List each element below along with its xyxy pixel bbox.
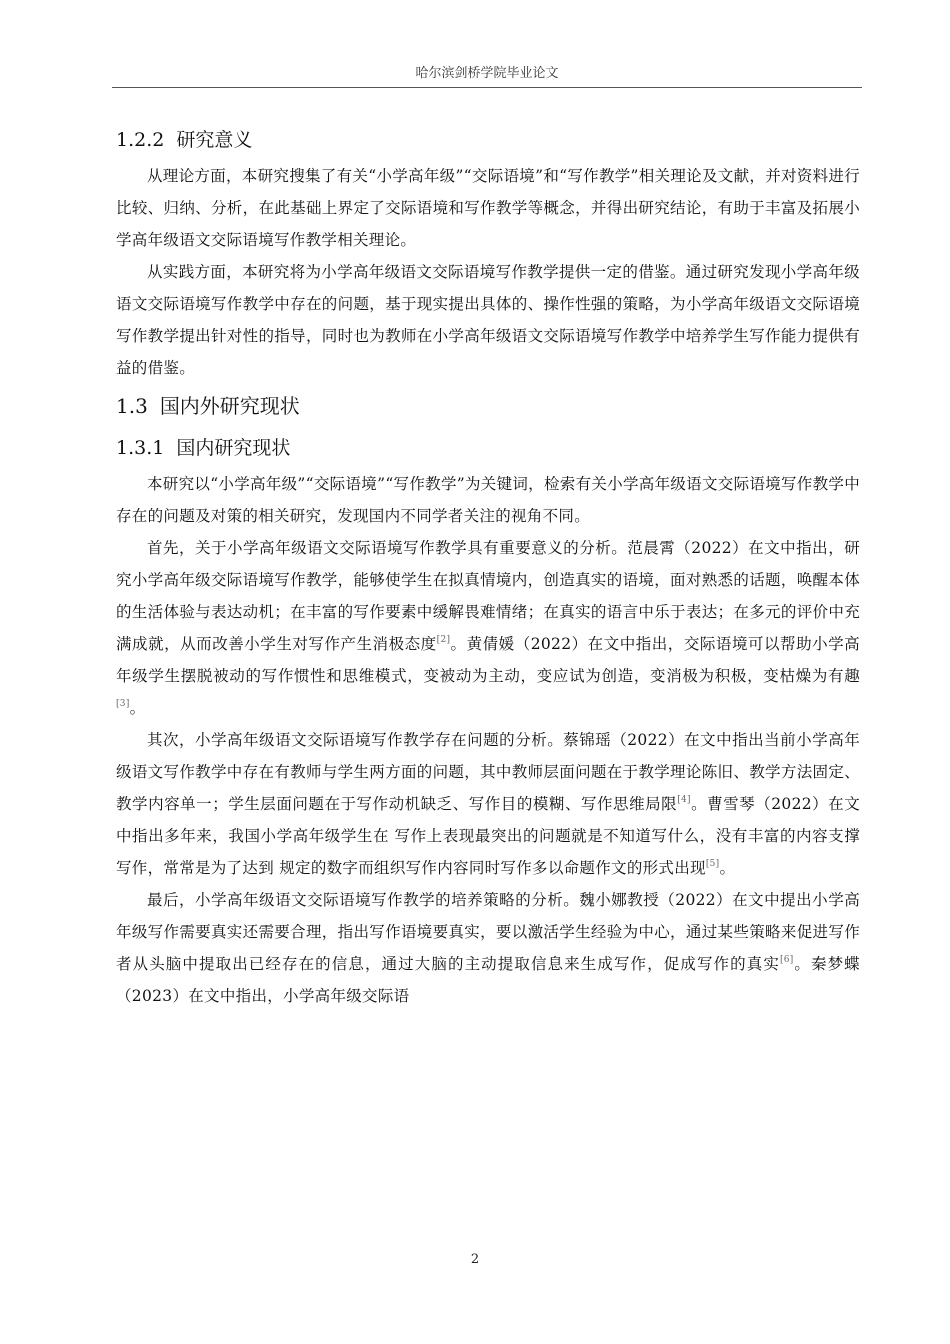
text-run: 。黄倩媛（2022）在文中指出，交际语境可以帮助小学高年级学生摆脱被动的写作惯性和思维模式，变被动为主动，变应试为创造，变消极为积极，变枯燥为有趣 [116,635,860,685]
heading-number: 1.3 [116,394,148,418]
paragraph-significance [116,532,860,724]
paragraph-keywords: 本研究以“小学高年级”“交际语境”“写作教学”为关键词，检索有关小学高年级语文交际语境写作教学中存在的问题及对策的相关研究，发现国内不同学者关注的视角不同。 [116,475,860,525]
page-number: 2 [470,1252,480,1267]
text-run: 。 [719,859,736,877]
heading-title: 研究意义 [176,129,253,151]
paragraph-problems [116,724,860,884]
page-body [116,120,860,1012]
heading-1-2-2 [116,120,860,160]
heading-number: 1.3.1 [116,437,165,459]
paragraph-theory: 从理论方面，本研究搜集了有关“小学高年级”“交际语境”和“写作教学”相关理论及文献，并对资料进行比较、归纳、分析，在此基础上界定了交际语境和写作教学等概念，并得出研究结论，有助于丰富及拓展小学高年级语文交际语境写作教学相关理论。 [116,167,860,249]
citation-3: [3] [116,699,130,709]
heading-1-3-1 [116,428,860,468]
text-run: 。曹雪琴（2022）在文中指出多年来，我国小学高年级学生在 写作上表现最突出的问题就是不知道写什么，没有丰富的内容支撑写作，常常是为了达到 规定的数字而组织写作内容同时写作多以命题作文的形式出现 [116,795,860,877]
heading-1-3 [116,384,860,428]
citation-2: [2] [436,635,451,645]
header-rule [112,87,862,88]
text-run: 。秦梦蝶（2023）在文中指出，小学高年级交际语 [116,955,860,1005]
text-run: 。 [129,699,146,717]
text-run: 其次，小学高年级语文交际语境写作教学存在问题的分析。蔡锦瑶（2022）在文中指出当前小学高年级语文写作教学中存在有教师与学生两方面的问题，其中教师层面问题在于教学理论陈旧、教学方法固定、教学内容单一；学生层面问题在于写作动机缺乏、写作目的模糊、写作思维局限 [116,731,860,813]
text-run: 首先，关于小学高年级语文交际语境写作教学具有重要意义的分析。范晨霄（2022）在文中指出，研究小学高年级交际语境写作教学，能够使学生在拟真情境内，创造真实的语境，面对熟悉的话题，唤醒本体的生活体验与表达动机；在丰富的写作要素中缓解畏难情绪；在真实的语言中乐于表达；在多元的评价中充满成就，从而改善小学生对写作产生消极态度 [116,539,860,653]
paragraph-strategies [116,884,860,1012]
heading-title: 国内研究现状 [176,437,291,459]
running-header: 哈尔滨剑桥学院毕业论文 [415,66,559,81]
citation-4: [4] [677,795,691,805]
heading-number: 1.2.2 [116,129,165,151]
text-run: 最后，小学高年级语文交际语境写作教学的培养策略的分析。魏小娜教授（2022）在文中提出小学高年级写作需要真实还需要合理，指出写作语境要真实，要以激活学生经验为中心，通过某些策略来促进写作者从头脑中提取出已经存在的信息，通过大脑的主动提取信息来生成写作，促成写作的真实 [116,891,860,973]
paragraph-practice: 从实践方面，本研究将为小学高年级语文交际语境写作教学提供一定的借鉴。通过研究发现小学高年级语文交际语境写作教学中存在的问题，基于现实提出具体的、操作性强的策略，为小学高年级语文交际语境写作教学提出针对性的指导，同时也为教师在小学高年级语文交际语境写作教学中培养学生写作能力提供有益的借鉴。 [116,263,860,377]
citation-5: [5] [705,859,720,869]
citation-6: [6] [779,955,794,965]
heading-title: 国内外研究现状 [159,394,300,418]
